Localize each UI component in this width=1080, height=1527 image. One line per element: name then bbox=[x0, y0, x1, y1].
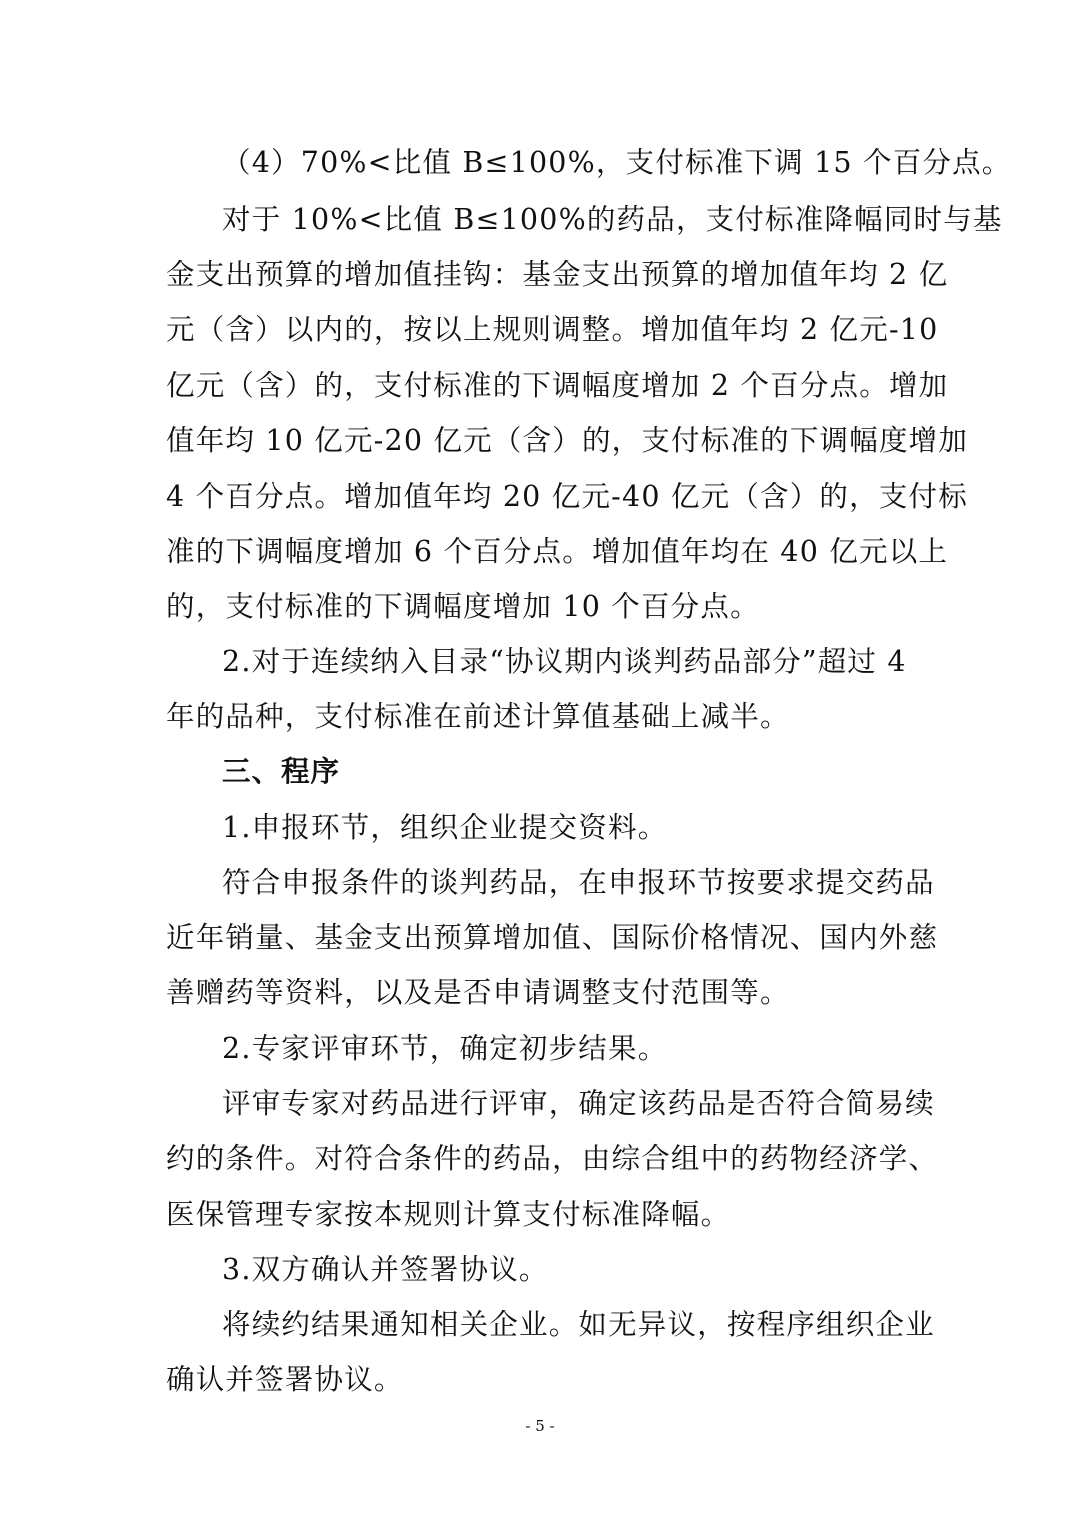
paragraph-line: 近年销量、基金支出预算增加值、国际价格情况、国内外慈 bbox=[166, 921, 939, 954]
paragraph-line: 约的条件。对符合条件的药品，由综合组中的药物经济学、 bbox=[166, 1142, 939, 1175]
section-heading: 三、程序 bbox=[222, 755, 341, 788]
text-line: （4）70%<比值 B≤100%，支付标准下调 15 个百分点。 bbox=[222, 146, 1012, 179]
paragraph-line: 将续约结果通知相关企业。如无异议，按程序组织企业 bbox=[222, 1308, 935, 1341]
subsection-heading: 1.申报环节，组织企业提交资料。 bbox=[222, 811, 668, 844]
paragraph-line: 医保管理专家按本规则计算支付标准降幅。 bbox=[166, 1198, 731, 1231]
paragraph-line: 确认并签署协议。 bbox=[166, 1363, 404, 1396]
paragraph-line: 善赠药等资料，以及是否申请调整支付范围等。 bbox=[166, 976, 790, 1009]
paragraph-line: 4 个百分点。增加值年均 20 亿元-40 亿元（含）的，支付标 bbox=[166, 480, 968, 513]
paragraph-line: 的，支付标准的下调幅度增加 10 个百分点。 bbox=[166, 590, 760, 623]
paragraph-line: 对于 10%<比值 B≤100%的药品，支付标准降幅同时与基 bbox=[222, 203, 1003, 236]
paragraph-line: 值年均 10 亿元-20 亿元（含）的，支付标准的下调幅度增加 bbox=[166, 424, 969, 457]
paragraph-line: 年的品种，支付标准在前述计算值基础上减半。 bbox=[166, 700, 790, 733]
subsection-heading: 2.专家评审环节，确定初步结果。 bbox=[222, 1032, 668, 1065]
paragraph-line: 2.对于连续纳入目录“协议期内谈判药品部分”超过 4 bbox=[222, 645, 907, 678]
paragraph-line: 准的下调幅度增加 6 个百分点。增加值年均在 40 亿元以上 bbox=[166, 535, 949, 568]
paragraph-line: 元（含）以内的，按以上规则调整。增加值年均 2 亿元-10 bbox=[166, 313, 939, 346]
page-number: - 5 - bbox=[525, 1417, 555, 1435]
paragraph-line: 亿元（含）的，支付标准的下调幅度增加 2 个百分点。增加 bbox=[166, 369, 949, 402]
paragraph-line: 符合申报条件的谈判药品，在申报环节按要求提交药品 bbox=[222, 866, 935, 899]
subsection-heading: 3.双方确认并签署协议。 bbox=[222, 1253, 549, 1286]
paragraph-line: 金支出预算的增加值挂钩：基金支出预算的增加值年均 2 亿 bbox=[166, 258, 949, 291]
paragraph-line: 评审专家对药品进行评审，确定该药品是否符合简易续 bbox=[222, 1087, 935, 1120]
